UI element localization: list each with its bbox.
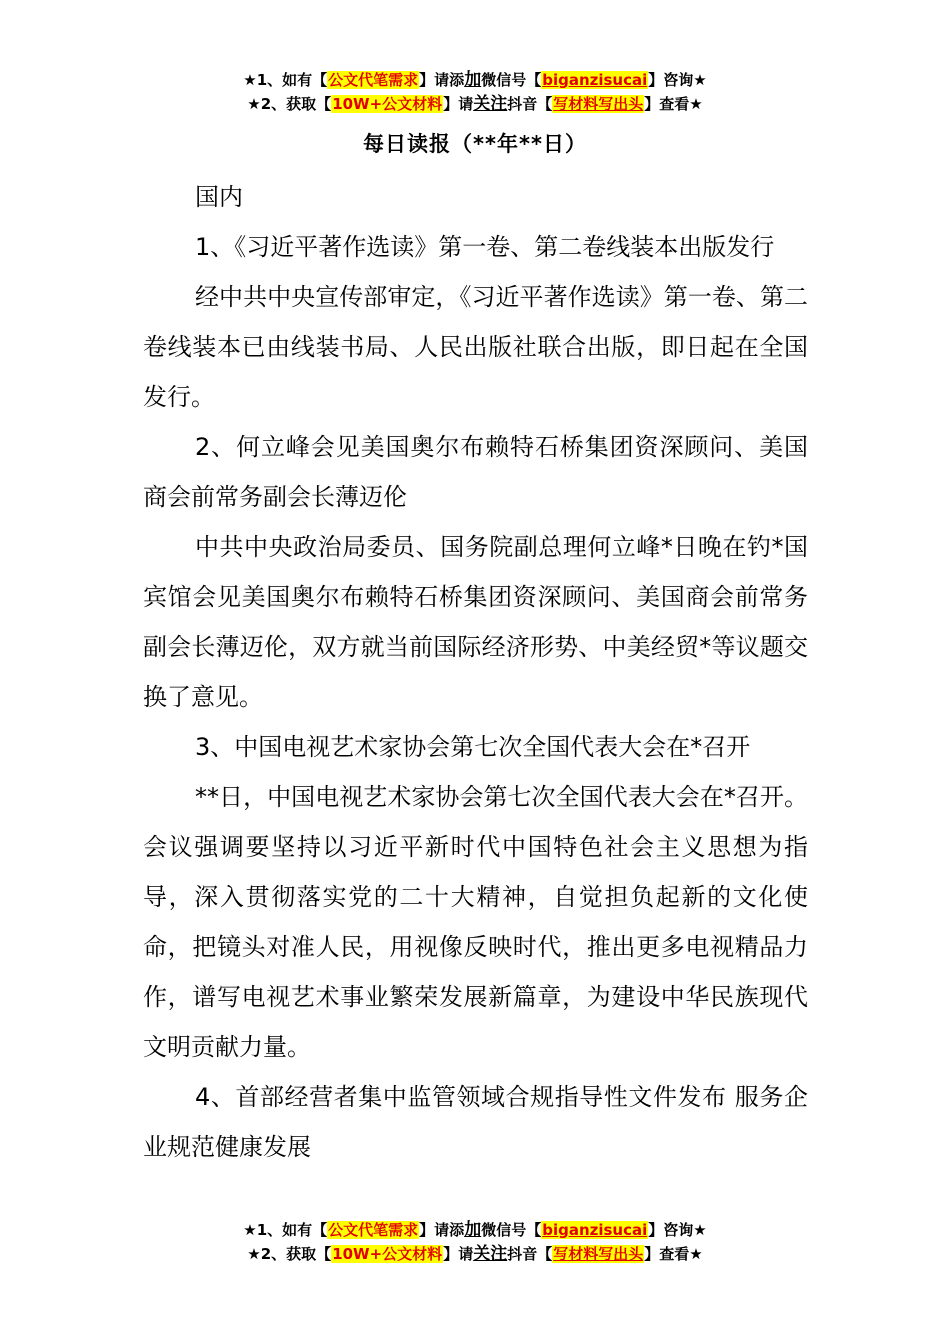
banner-highlight: 写材料写出头 <box>553 95 644 113</box>
footer-banner <box>0 1218 950 1266</box>
document-body <box>143 172 808 1172</box>
banner-text: 】咨询★ <box>648 1221 707 1239</box>
banner-text: 】查看★ <box>644 1245 703 1263</box>
banner-line-2 <box>0 92 950 116</box>
news-paragraph: 经中共中央宣传部审定，《习近平著作选读》第一卷、第二卷线装本已由线装书局、人民出版社联合出版，即日起在全国发行。 <box>143 283 808 411</box>
banner-text: 微信号【 <box>481 71 542 89</box>
banner-text: ★1、如有【 <box>243 71 328 89</box>
banner-underline: 关注 <box>473 94 508 114</box>
banner-text: 】请 <box>443 1245 474 1263</box>
banner-text: 】咨询★ <box>648 71 707 89</box>
section-heading: 国内 <box>195 183 243 211</box>
banner-text: 】查看★ <box>644 95 703 113</box>
page-title: 每日读报（**年**日） <box>363 132 587 156</box>
banner-underline: 加 <box>464 1220 482 1240</box>
banner-text: ★1、如有【 <box>243 1221 328 1239</box>
news-headline: 3、中国电视艺术家协会第七次全国代表大会在*召开 <box>195 733 751 761</box>
banner-line-2 <box>0 1242 950 1266</box>
news-headline: 4、首部经营者集中监管领域合规指导性文件发布 服务企业规范健康发展 <box>143 1083 808 1161</box>
banner-highlight: 10W+公文材料 <box>332 95 443 113</box>
banner-text: 】请添 <box>419 1221 465 1239</box>
banner-text: ★2、获取【 <box>247 1245 332 1263</box>
banner-highlight: 公文代笔需求 <box>328 1221 419 1239</box>
news-paragraph: **日，中国电视艺术家协会第七次全国代表大会在*召开。会议强调要坚持以习近平新时代中国特色社会主义思想为指导，深入贯彻落实党的二十大精神，自觉担负起新的文化使命，把镜头对准人民，用视像反映时代，推出更多电视精品力作，谱写电视艺术事业繁荣发展新篇章，为建设中华民族现代文明贡献力量。 <box>143 783 808 1061</box>
banner-line-1 <box>0 68 950 92</box>
news-headline: 1、《习近平著作选读》第一卷、第二卷线装本出版发行 <box>195 233 775 261</box>
banner-highlight: 写材料写出头 <box>553 1245 644 1263</box>
banner-text: 抖音【 <box>507 1245 553 1263</box>
banner-underline: 关注 <box>473 1244 508 1264</box>
banner-text: ★2、获取【 <box>247 95 332 113</box>
news-headline: 2、何立峰会见美国奥尔布赖特石桥集团资深顾问、美国商会前常务副会长薄迈伦 <box>143 433 808 511</box>
banner-text: 微信号【 <box>481 1221 542 1239</box>
banner-text: 】请添 <box>419 71 465 89</box>
banner-text: 抖音【 <box>507 95 553 113</box>
banner-wechat-id: biganzisucai <box>542 71 648 89</box>
banner-wechat-id: biganzisucai <box>542 1221 648 1239</box>
banner-highlight: 公文代笔需求 <box>328 71 419 89</box>
banner-highlight: 10W+公文材料 <box>332 1245 443 1263</box>
news-paragraph: 中共中央政治局委员、国务院副总理何立峰*日晚在钓*国宾馆会见美国奥尔布赖特石桥集团资深顾问、美国商会前常务副会长薄迈伦，双方就当前国际经济形势、中美经贸*等议题交换了意见。 <box>143 533 808 711</box>
banner-text: 】请 <box>443 95 474 113</box>
header-banner <box>0 68 950 116</box>
banner-underline: 加 <box>464 70 482 90</box>
banner-line-1 <box>0 1218 950 1242</box>
